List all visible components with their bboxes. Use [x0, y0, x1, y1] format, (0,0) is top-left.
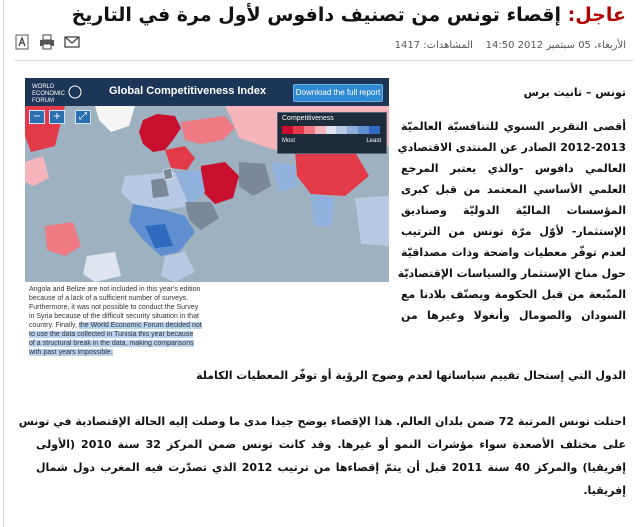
views-label: المشاهدات: — [423, 40, 473, 51]
article-paragraph-1 — [397, 116, 626, 326]
fullscreen-button[interactable]: ⤢ — [75, 110, 91, 124]
legend-least: Least — [366, 138, 381, 144]
caption-text: country. Finally, — [29, 322, 79, 329]
article-toolbar — [14, 34, 80, 50]
views-count: 1417 — [394, 40, 421, 51]
caption-line — [29, 340, 194, 347]
article-paragraph-1-tail: الدول التي إستحال تقييم سياساتها لعدم وضوح الرؤية أو توفّر المعطيات الكاملة — [196, 369, 626, 382]
caption-line: Furthermore, it was not possible to conduct the Survey — [29, 304, 199, 311]
caption-highlight: the World Economic Forum decided not — [78, 322, 202, 329]
paragraph-line: الإستثمار- لأوّل مرّة تونس من الترتيب — [401, 225, 626, 238]
caption-line: Angola and Belize are not included in this year's edition — [29, 286, 201, 293]
legend-swatch-0 — [282, 126, 293, 134]
map-caption — [25, 282, 389, 364]
legend-title: Competitiveness — [282, 115, 334, 122]
article-title — [72, 4, 626, 26]
legend-most: Most — [282, 138, 296, 144]
header-divider — [14, 60, 634, 61]
caption-highlight: with past years impossible. — [29, 349, 113, 356]
paragraph-line: 2012-2013 الصادر عن المنتدى الاقتصادي — [397, 141, 626, 154]
article-date: الأربعاء، 05 سبتمبر 2012 14:50 — [485, 40, 626, 51]
wef-logo — [31, 80, 83, 104]
legend-swatch-4 — [326, 126, 337, 134]
caption-highlight: to use the data collected in Tunisia this year because — [29, 331, 194, 338]
legend-swatch-7 — [358, 126, 369, 134]
legend-swatch-1 — [293, 126, 304, 134]
figure-header — [25, 78, 389, 106]
logo-line-1: WORLD — [32, 84, 55, 90]
article-source: تونس – تانيت برس — [523, 86, 626, 99]
paragraph-line: المؤسسات الماليّة الدوليّة وصناديق — [401, 204, 626, 217]
paragraph-line: المتّبعة من قبل الحكومة ويصنّف بلادنا مع — [401, 288, 626, 301]
caption-line — [29, 331, 193, 338]
legend-swatch-8 — [369, 126, 380, 134]
article-paragraph-2 — [18, 410, 627, 502]
pdf-icon[interactable] — [14, 34, 30, 50]
title-text: إقصاء تونس من تصنيف دافوس لأول مرة في التاريخ — [71, 4, 561, 26]
paragraph-line: إفريقيا. — [583, 484, 626, 497]
caption-line — [29, 349, 113, 356]
logo-line-2: ECONOMIC — [32, 91, 65, 97]
caption-highlight: of a structural break in the data, making comparisons — [29, 340, 194, 347]
paragraph-line: على مختلف الأصعدة سواء مؤشرات النمو أو غيرها. وقد كانت تونس ضمن المركز 32 سنة 2010 (الأولى — [36, 438, 626, 451]
logo-line-3: FORUM — [32, 98, 54, 104]
legend-swatch-2 — [304, 126, 315, 134]
caption-line: in Syria because of the difficult security situation in that — [29, 313, 199, 320]
paragraph-line: إفريقيا) والمركز 40 سنة 2011 قبل أن يتمّ إقصاءها من ترتيب 2012 الذي تصدّرت فيه المغرب دول شمال — [36, 461, 627, 474]
paragraph-line: السودان والصومال وأنغولا وغيرها من — [401, 309, 626, 322]
paragraph-line: احتلت تونس المرتبة 72 ضمن بلدان العالم. هذا الإقصاء يوضح جيدا مدى ما وصلت إليه الحالة الإقتصادية في تونس — [18, 415, 626, 428]
print-icon[interactable] — [39, 34, 55, 50]
caption-line: because of a lack of a sufficient number of surveys. — [29, 295, 189, 302]
page-border — [3, 0, 4, 527]
email-icon[interactable] — [64, 34, 80, 50]
paragraph-line: لعدم توفّر معطيات واضحة وذات مصداقيّة — [401, 246, 626, 259]
caption-line — [29, 322, 202, 329]
legend-color-scale — [282, 126, 380, 134]
article-meta — [395, 40, 626, 51]
paragraph-line: أقصى التقرير السنوي للتنافسيّة العالميّة — [401, 120, 626, 133]
paragraph-line: حول مناخ الإستثمار والسياسات الإقتصاديّة — [397, 267, 626, 280]
paragraph-line: العلمي الأساسي المعتمد من قبل كبرى — [401, 183, 626, 196]
zoom-out-button[interactable]: − — [29, 110, 45, 124]
legend-swatch-6 — [347, 126, 358, 134]
paragraph-line: العالمي دافوس -والذي يعتبر المرجع — [401, 162, 626, 175]
competitiveness-map-figure — [25, 78, 389, 364]
map-legend — [277, 112, 387, 154]
legend-swatch-3 — [315, 126, 326, 134]
figure-title: Global Competitiveness Index — [109, 85, 267, 97]
download-report-button[interactable]: Download the full report — [293, 84, 383, 102]
zoom-in-button[interactable]: + — [49, 110, 65, 124]
legend-swatch-5 — [336, 126, 347, 134]
breaking-label: عاجل: — [567, 4, 626, 26]
